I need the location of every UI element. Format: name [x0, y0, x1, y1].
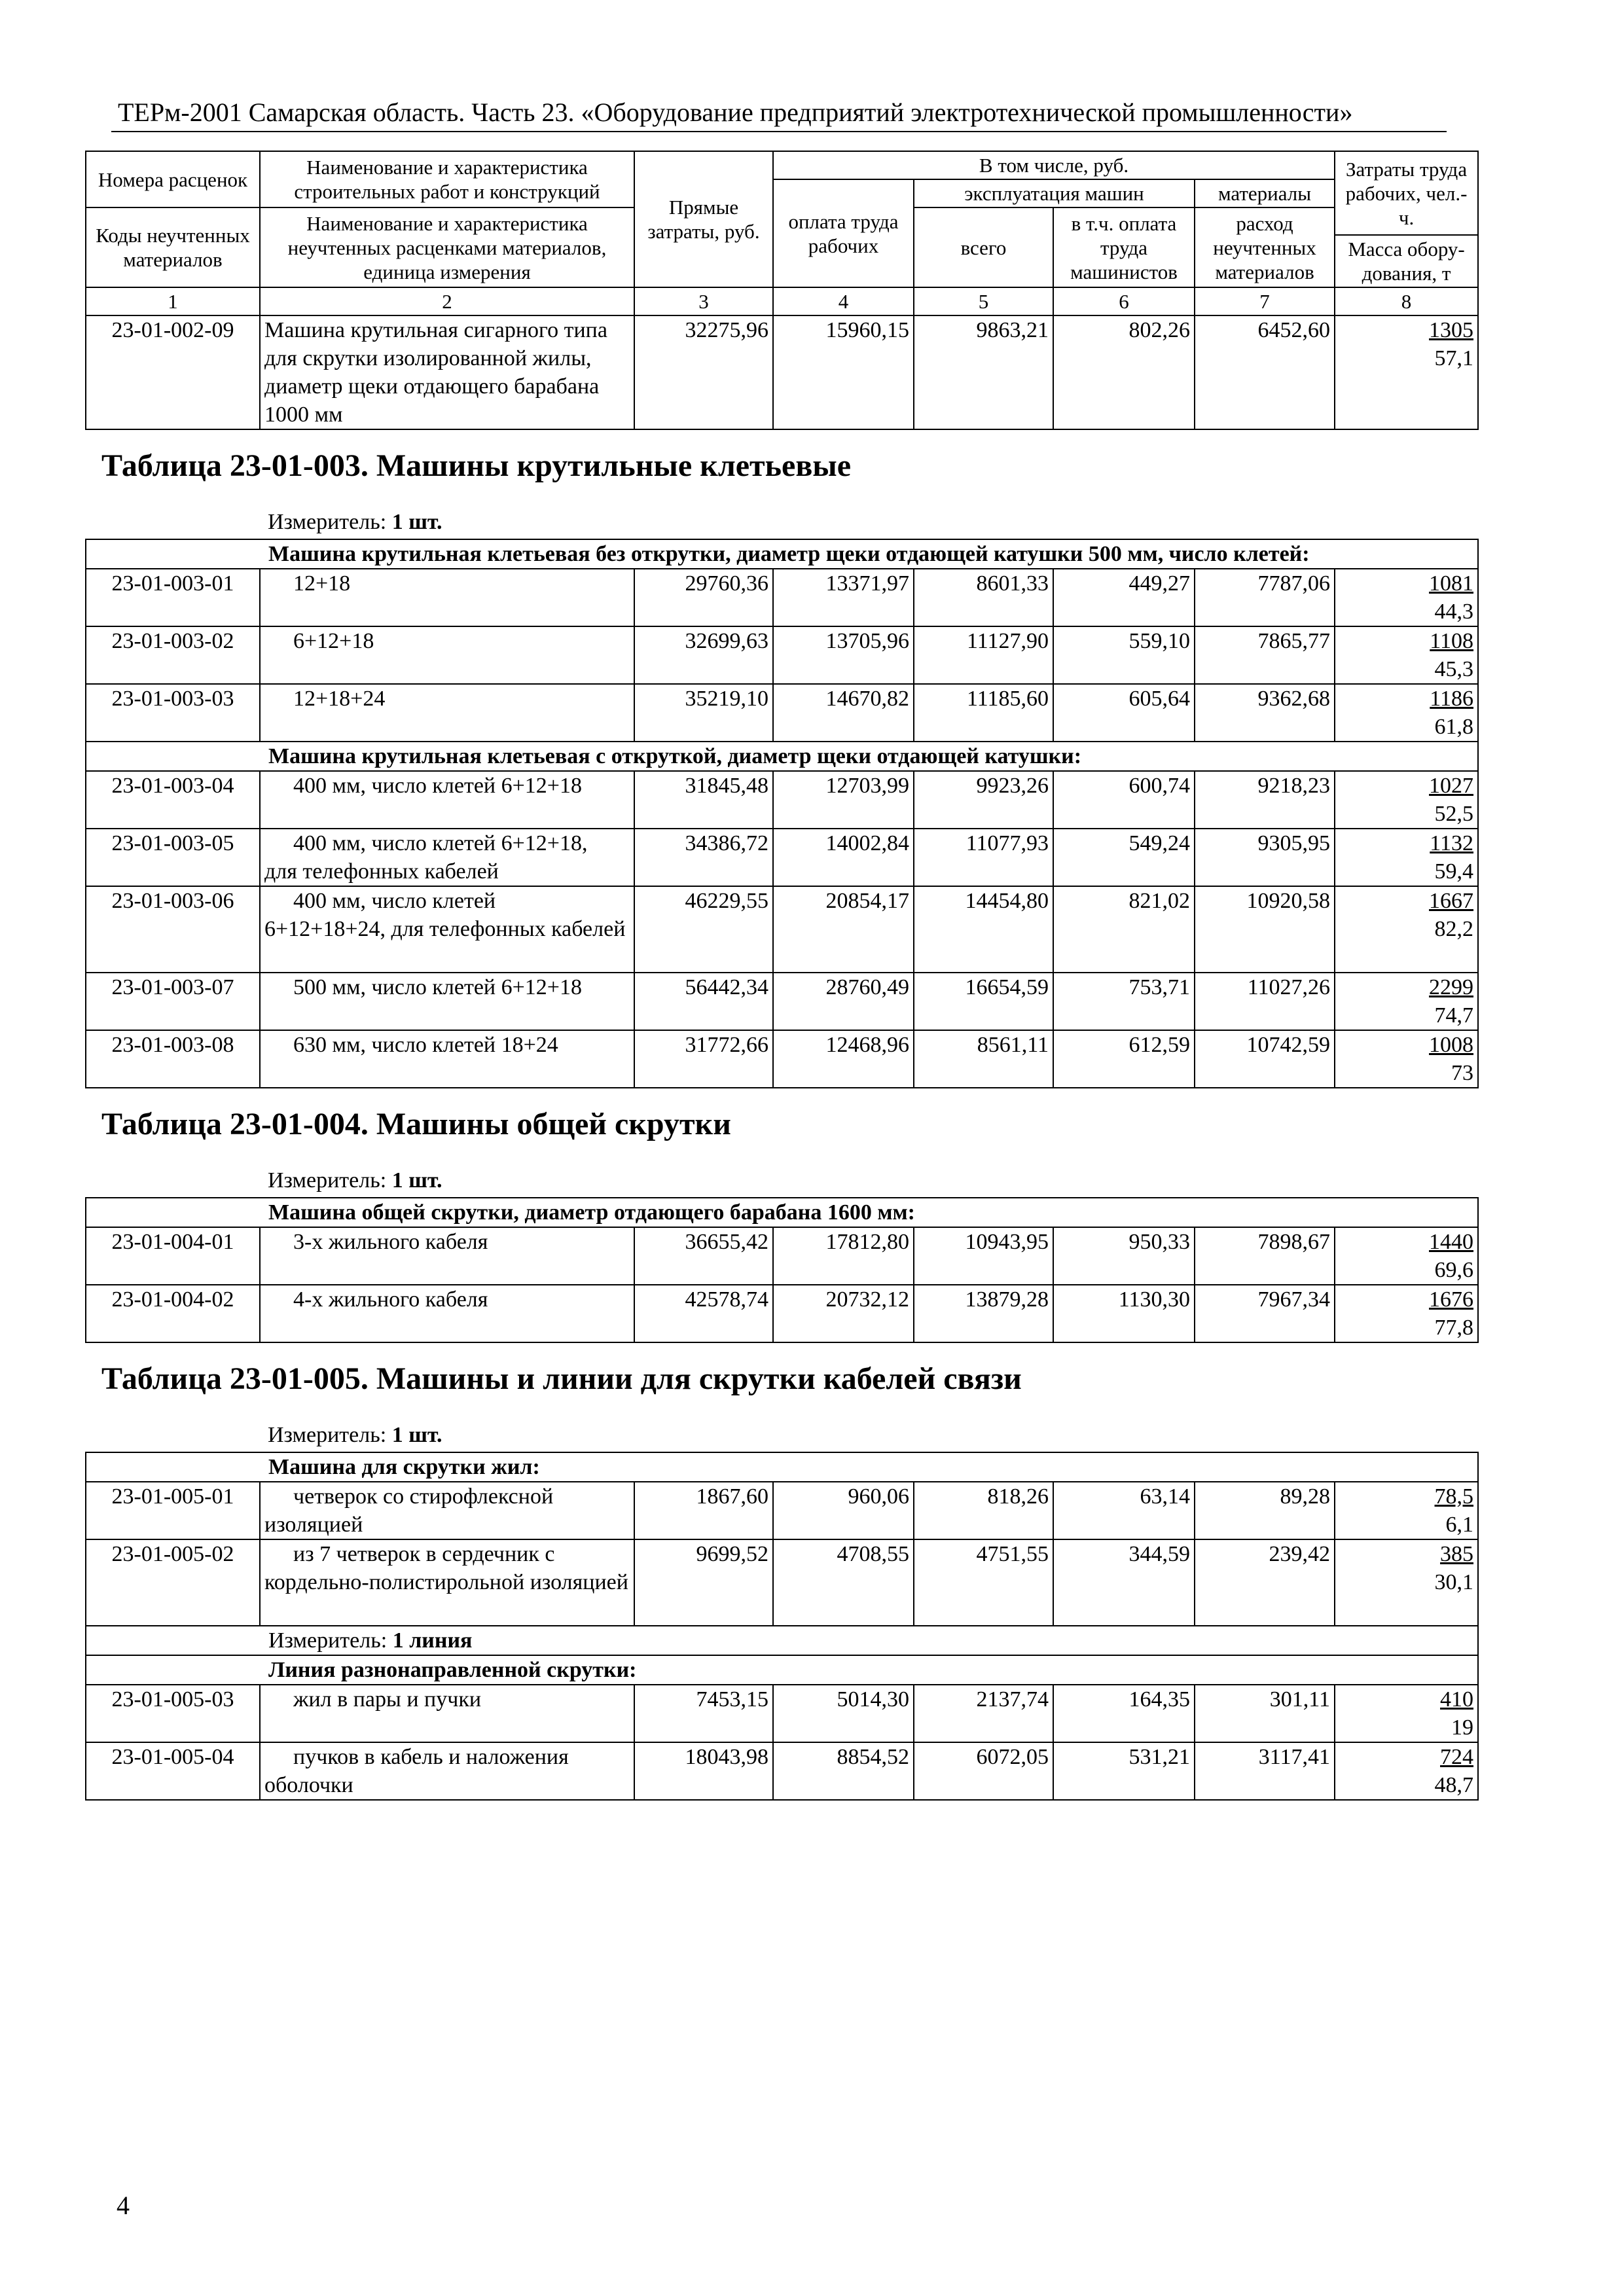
machinists-pay: 605,64 [1053, 684, 1195, 742]
machinists-pay: 559,10 [1053, 626, 1195, 684]
labor-pay: 14002,84 [773, 829, 914, 886]
direct-cost: 18043,98 [634, 1742, 773, 1800]
rate-code: 23-01-005-03 [86, 1685, 260, 1742]
equipment-mass: 57,1 [1434, 346, 1474, 370]
equipment-mass: 73 [1451, 1061, 1474, 1085]
direct-cost: 56442,34 [634, 973, 773, 1030]
machines-total: 9923,26 [914, 771, 1053, 829]
col-head-including: В том числе, руб. [773, 151, 1335, 179]
table-row [86, 1482, 1478, 1539]
rate-name [260, 886, 634, 973]
rate-name-line: кордельно-полистирольной изоляцией [264, 1570, 628, 1594]
equipment-mass: 52,5 [1434, 802, 1474, 826]
materials-cost: 9305,95 [1195, 829, 1335, 886]
machinists-pay: 612,59 [1053, 1030, 1195, 1088]
direct-cost: 1867,60 [634, 1482, 773, 1539]
labor-mass-cell [1335, 973, 1478, 1030]
equipment-mass: 45,3 [1434, 657, 1474, 681]
materials-cost: 9218,23 [1195, 771, 1335, 829]
labor-mass-cell [1335, 1539, 1478, 1626]
measure-row [86, 1166, 1478, 1198]
header-rule [111, 131, 1447, 132]
materials-cost: 10742,59 [1195, 1030, 1335, 1088]
equipment-mass: 59,4 [1434, 859, 1474, 884]
col-head-unaccounted-codes: Коды неучтенных материалов [86, 207, 260, 287]
rates-table [85, 151, 1479, 1801]
direct-cost: 35219,10 [634, 684, 773, 742]
table-row [86, 1742, 1478, 1800]
machinists-pay: 821,02 [1053, 886, 1195, 973]
machines-total: 14454,80 [914, 886, 1053, 973]
rate-name [260, 1285, 634, 1342]
measure-label: Измеритель: [268, 1423, 387, 1447]
labor-mass-cell [1335, 1742, 1478, 1800]
table-row [86, 1227, 1478, 1285]
labor-pay: 12703,99 [773, 771, 914, 829]
col-head-work-name: Наименование и характеристика строительных работ и конструкций [260, 151, 634, 207]
rate-name [260, 1030, 634, 1088]
machinists-pay: 753,71 [1053, 973, 1195, 1030]
rate-name [260, 1482, 634, 1539]
labor-pay: 12468,96 [773, 1030, 914, 1088]
machines-total: 8601,33 [914, 569, 1053, 626]
table-title-004: Таблица 23-01-004. Машины общей скрутки [101, 1107, 731, 1141]
materials-cost: 89,28 [1195, 1482, 1335, 1539]
rate-name [260, 1742, 634, 1800]
rate-name [260, 771, 634, 829]
group-heading: Машина крутильная клетьевая с откруткой, диаметр щеки отдающей катушки: [86, 742, 1478, 771]
measure-row [86, 508, 1478, 539]
group-heading: Линия разнонаправленной скрутки: [86, 1655, 1478, 1685]
equipment-mass: 74,7 [1434, 1003, 1474, 1028]
group-heading: Машина крутильная клетьевая без открутки, диаметр щеки отдающей катушки 500 мм, число клетей: [86, 539, 1478, 569]
machinists-pay: 950,33 [1053, 1227, 1195, 1285]
machines-total: 11127,90 [914, 626, 1053, 684]
group-heading: Машина общей скрутки, диаметр отдающего барабана 1600 мм: [86, 1198, 1478, 1227]
col-number: 4 [773, 287, 914, 315]
rate-code: 23-01-003-01 [86, 569, 260, 626]
rate-name-text: 12+18+24 [293, 687, 386, 711]
labor-mass-cell [1335, 626, 1478, 684]
labor-hours: 385 [1440, 1542, 1474, 1566]
labor-mass-cell [1335, 771, 1478, 829]
labor-hours: 1440 [1429, 1230, 1474, 1254]
materials-cost: 3117,41 [1195, 1742, 1335, 1800]
measure-label: Измеритель: [268, 1628, 388, 1653]
rate-code: 23-01-005-02 [86, 1539, 260, 1626]
col-head-machines-total: всего [914, 207, 1053, 287]
rate-name-line: изоляцией [264, 1513, 363, 1537]
table-row [86, 315, 1478, 429]
labor-pay: 15960,15 [773, 315, 914, 429]
measure-label: Измеритель: [268, 510, 387, 534]
labor-hours: 1008 [1429, 1033, 1474, 1057]
measure-value: 1 шт. [391, 1168, 442, 1193]
col-number: 6 [1053, 287, 1195, 315]
rate-code: 23-01-003-06 [86, 886, 260, 973]
machinists-pay: 600,74 [1053, 771, 1195, 829]
machines-total: 10943,95 [914, 1227, 1053, 1285]
equipment-mass: 48,7 [1434, 1773, 1474, 1797]
rate-name [260, 973, 634, 1030]
equipment-mass: 69,6 [1434, 1258, 1474, 1282]
direct-cost: 31772,66 [634, 1030, 773, 1088]
machines-total: 8561,11 [914, 1030, 1053, 1088]
col-head-machines: эксплуатация машин [914, 179, 1195, 207]
labor-hours: 2299 [1429, 975, 1474, 999]
rate-name [260, 684, 634, 742]
col-head-machinists-pay: в т.ч. оплата труда машинистов [1053, 207, 1195, 287]
machinists-pay: 531,21 [1053, 1742, 1195, 1800]
labor-mass-cell [1335, 1227, 1478, 1285]
machines-total: 11077,93 [914, 829, 1053, 886]
rate-name: Машина крутильная сигарного типа для скрутки изолированной жилы, диаметр щеки отдающего барабана 1000 мм [260, 315, 634, 429]
col-number: 5 [914, 287, 1053, 315]
rate-name [260, 569, 634, 626]
materials-cost: 7898,67 [1195, 1227, 1335, 1285]
measure-row [86, 1421, 1478, 1452]
labor-mass-cell [1335, 886, 1478, 973]
rate-name [260, 1539, 634, 1626]
machinists-pay: 344,59 [1053, 1539, 1195, 1626]
rate-name-line: 400 мм, число клетей [293, 889, 496, 913]
labor-mass-cell [1335, 829, 1478, 886]
labor-mass-cell [1335, 1285, 1478, 1342]
materials-cost: 7865,77 [1195, 626, 1335, 684]
table-row [86, 626, 1478, 684]
labor-mass-cell [1335, 1030, 1478, 1088]
labor-hours: 1108 [1430, 629, 1474, 653]
labor-pay: 17812,80 [773, 1227, 914, 1285]
materials-cost: 7967,34 [1195, 1285, 1335, 1342]
labor-hours: 1667 [1429, 889, 1474, 913]
direct-cost: 34386,72 [634, 829, 773, 886]
materials-cost: 9362,68 [1195, 684, 1335, 742]
rate-code: 23-01-003-05 [86, 829, 260, 886]
direct-cost: 42578,74 [634, 1285, 773, 1342]
rate-name [260, 1227, 634, 1285]
direct-cost: 32699,63 [634, 626, 773, 684]
rate-code: 23-01-002-09 [86, 315, 260, 429]
rate-name-text: 500 мм, число клетей 6+12+18 [293, 975, 582, 999]
rate-name-line: пучков в кабель и наложения [293, 1745, 569, 1769]
rate-code: 23-01-004-01 [86, 1227, 260, 1285]
table-title-005: Таблица 23-01-005. Машины и линии для скрутки кабелей связи [101, 1361, 1022, 1396]
table-row [86, 886, 1478, 973]
rate-name-line: из 7 четверок в сердечник с [293, 1542, 555, 1566]
col-head-rate-numbers: Номера расценок [86, 151, 260, 207]
table-row [86, 771, 1478, 829]
rate-name-text: 4-х жильного кабеля [293, 1287, 488, 1312]
table-row [86, 569, 1478, 626]
labor-mass-cell [1335, 1685, 1478, 1742]
machines-total: 2137,74 [914, 1685, 1053, 1742]
group-heading: Машина для скрутки жил: [86, 1452, 1478, 1482]
rate-name-text: 400 мм, число клетей 6+12+18 [293, 774, 582, 798]
rate-name [260, 1685, 634, 1742]
col-number: 2 [260, 287, 634, 315]
labor-hours: 410 [1440, 1687, 1474, 1712]
labor-pay: 13371,97 [773, 569, 914, 626]
direct-cost: 9699,52 [634, 1539, 773, 1626]
labor-hours: 1027 [1429, 774, 1474, 798]
machinists-pay: 449,27 [1053, 569, 1195, 626]
rate-name-text: 12+18 [293, 571, 351, 596]
labor-pay: 20732,12 [773, 1285, 914, 1342]
table-row [86, 684, 1478, 742]
machines-total: 818,26 [914, 1482, 1053, 1539]
labor-pay: 13705,96 [773, 626, 914, 684]
labor-pay: 5014,30 [773, 1685, 914, 1742]
measure-value: 1 шт. [391, 510, 442, 534]
col-number: 8 [1335, 287, 1478, 315]
labor-hours: 1305 [1429, 318, 1474, 342]
materials-cost: 301,11 [1195, 1685, 1335, 1742]
table-row [86, 1685, 1478, 1742]
rate-name-line: оболочки [264, 1773, 353, 1797]
table-title-003: Таблица 23-01-003. Машины крутильные клетьевые [101, 448, 852, 483]
measure-row [86, 1626, 1478, 1655]
rate-name-line: 6+12+18+24, для телефонных кабелей [264, 917, 626, 941]
rate-name-text: 630 мм, число клетей 18+24 [293, 1033, 558, 1057]
rate-code: 23-01-003-04 [86, 771, 260, 829]
equipment-mass: 44,3 [1434, 600, 1474, 624]
equipment-mass: 6,1 [1445, 1513, 1474, 1537]
rate-code: 23-01-005-01 [86, 1482, 260, 1539]
rate-name [260, 626, 634, 684]
measure-value: 1 линия [392, 1628, 473, 1653]
direct-cost: 36655,42 [634, 1227, 773, 1285]
labor-hours: 724 [1440, 1745, 1474, 1769]
table-row [86, 829, 1478, 886]
labor-pay: 20854,17 [773, 886, 914, 973]
materials-cost: 6452,60 [1195, 315, 1335, 429]
rate-name-line: для телефонных кабелей [264, 859, 499, 884]
col-head-equipment-mass: Масса обору-дования, т [1335, 235, 1478, 287]
labor-mass-cell [1335, 569, 1478, 626]
materials-cost: 7787,06 [1195, 569, 1335, 626]
labor-hours: 78,5 [1434, 1484, 1474, 1509]
rate-name-text: 6+12+18 [293, 629, 374, 653]
machines-total: 16654,59 [914, 973, 1053, 1030]
col-number: 1 [86, 287, 260, 315]
labor-pay: 8854,52 [773, 1742, 914, 1800]
labor-pay: 960,06 [773, 1482, 914, 1539]
rate-name-line: четверок со стирофлексной [293, 1484, 554, 1509]
machines-total: 9863,21 [914, 315, 1053, 429]
labor-hours: 1186 [1430, 687, 1474, 711]
machines-total: 13879,28 [914, 1285, 1053, 1342]
machinists-pay: 63,14 [1053, 1482, 1195, 1539]
materials-cost: 239,42 [1195, 1539, 1335, 1626]
rate-code: 23-01-003-08 [86, 1030, 260, 1088]
rate-name-text: 3-х жильного кабеля [293, 1230, 488, 1254]
machinists-pay: 1130,30 [1053, 1285, 1195, 1342]
rate-name-line: 400 мм, число клетей 6+12+18, [293, 831, 588, 855]
direct-cost: 29760,36 [634, 569, 773, 626]
machinists-pay: 802,26 [1053, 315, 1195, 429]
labor-hours: 1676 [1429, 1287, 1474, 1312]
table-row [86, 973, 1478, 1030]
rate-name-text: жил в пары и пучки [293, 1687, 482, 1712]
equipment-mass: 77,8 [1434, 1316, 1474, 1340]
direct-cost: 7453,15 [634, 1685, 773, 1742]
col-head-material-use: расход неучтенных материалов [1195, 207, 1335, 287]
page-number: 4 [117, 2191, 130, 2220]
rate-code: 23-01-003-07 [86, 973, 260, 1030]
rate-code: 23-01-004-02 [86, 1285, 260, 1342]
labor-pay: 28760,49 [773, 973, 914, 1030]
direct-cost: 32275,96 [634, 315, 773, 429]
col-head-direct-costs: Прямые затраты, руб. [634, 151, 773, 287]
labor-mass-cell [1335, 315, 1478, 429]
labor-mass-cell [1335, 684, 1478, 742]
rate-code: 23-01-005-04 [86, 1742, 260, 1800]
materials-cost: 10920,58 [1195, 886, 1335, 973]
machinists-pay: 549,24 [1053, 829, 1195, 886]
machines-total: 4751,55 [914, 1539, 1053, 1626]
labor-pay: 14670,82 [773, 684, 914, 742]
running-header: ТЕРм-2001 Самарская область. Часть 23. «Оборудование предприятий электротехнической промышленности» [118, 98, 1353, 127]
machinists-pay: 164,35 [1053, 1685, 1195, 1742]
equipment-mass: 30,1 [1434, 1570, 1474, 1594]
equipment-mass: 61,8 [1434, 715, 1474, 739]
col-head-materials: материалы [1195, 179, 1335, 207]
direct-cost: 46229,55 [634, 886, 773, 973]
labor-mass-cell [1335, 1482, 1478, 1539]
rate-code: 23-01-003-03 [86, 684, 260, 742]
table-row [86, 1539, 1478, 1626]
labor-hours: 1132 [1430, 831, 1474, 855]
table-row [86, 1030, 1478, 1088]
measure-label: Измеритель: [268, 1168, 387, 1193]
materials-cost: 11027,26 [1195, 973, 1335, 1030]
col-number: 3 [634, 287, 773, 315]
col-head-labor-pay: оплата труда рабочих [773, 179, 914, 287]
col-number: 7 [1195, 287, 1335, 315]
equipment-mass: 19 [1451, 1715, 1474, 1740]
rate-code: 23-01-003-02 [86, 626, 260, 684]
equipment-mass: 82,2 [1434, 917, 1474, 941]
direct-cost: 31845,48 [634, 771, 773, 829]
rate-name [260, 829, 634, 886]
col-head-labor-hours: Затраты труда рабочих, чел.-ч. [1335, 151, 1478, 235]
machines-total: 6072,05 [914, 1742, 1053, 1800]
machines-total: 11185,60 [914, 684, 1053, 742]
measure-value: 1 шт. [391, 1423, 442, 1447]
labor-hours: 1081 [1429, 571, 1474, 596]
col-head-material-name: Наименование и характеристика неучтенных расценками материалов, единица измерения [260, 207, 634, 287]
labor-pay: 4708,55 [773, 1539, 914, 1626]
table-row [86, 1285, 1478, 1342]
